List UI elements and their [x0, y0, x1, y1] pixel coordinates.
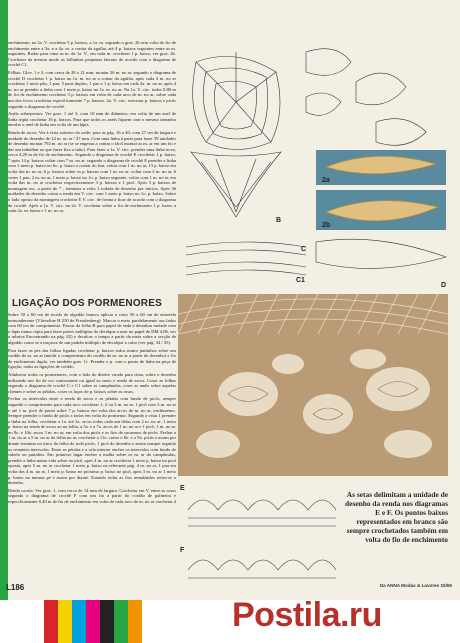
swatch	[58, 600, 72, 643]
crochet-diagrams	[176, 42, 452, 292]
diagram-e	[188, 500, 336, 526]
section-title: LIGAÇÃO DOS PORMENORES	[12, 298, 162, 309]
color-swatches	[44, 600, 142, 643]
lace-photo	[178, 294, 448, 476]
paragraph: enchimento; na 2a. V. crochetar 5 p. baixos, a 1a. m. segundo a grav. 2b sem volta do fio de enchimento entre a 3a. e a 4a. m. a contar da agulha, até 4 p. baixos seguintes entre as m. seguintes. Rodar para cima as m. da 1a. V., em cada m. crochetar 1 p. baixo, ver grav. 2b. Crochetar da mesma modo as folhinhas pequenas laterais de acordo com o diagrama de crochê C1.	[8, 40, 176, 68]
paragraph: Para fazer as pes das folhas ligadas crochetar p. baixos todos muito juntinhos sobre um cordão de m. no ar (medir o comprimento do cordão de m. no ar a partir do desenho) e fio de enchimento duplo, ver também grav. 1c. Prender o p. com o ponto de linha na peça de ligação, todas as ligações de cordão.	[8, 347, 176, 370]
diagram-f	[188, 560, 336, 578]
watermark: Postila.ru	[232, 596, 382, 634]
label-2b: 2b	[322, 222, 331, 229]
leaf-photo-2b	[316, 190, 446, 230]
label-d: D	[441, 282, 447, 289]
green-side-stripe	[0, 0, 8, 643]
label-b: B	[276, 217, 282, 224]
label-e: E	[180, 485, 185, 492]
paragraph: Sobre 50 x 60 cm de tecido de algodão branco aplicar a cetor 50 x 60 cm de entretela termoaderente (Vlieseline H 250 de Freudenberg). Marcar o meio paralelamente aos lados com 60 cm de comprimento. Passar da folha B para papel de seda e desenhar metade com o lápis numa cópia para fazer partes múltiplas do decalque a usar no papel de DM 4,06, ver a rubrica Encontrando na pág. 82) e decalcar o tempo a partir da meia sobre a secção de algodão como se a traçasse de um padrão múltiplo de decalque a calor (ver pág. 34 / 35).	[8, 312, 176, 345]
paragraph: Anéis sobrepostos: Ver grav. 1 até 3, com 10 mm de diâmetro; em volta de um anel de linha tripla crochetar 16 p. baixos. Para que todos os anéis fiquem com o mesmo tamanho enrolar o anel de linha em volta de um lápis.	[8, 111, 176, 128]
chain-diagram-c	[186, 239, 446, 275]
label-2a: 2a	[322, 177, 330, 184]
label-c: C	[301, 246, 307, 253]
instructions-column-2	[8, 312, 176, 507]
instructions-column-1	[8, 40, 176, 216]
paragraph: Renda corola: Ver grav. 1, com cerca de 14 mm de largura. Crochetar em V. entre as rosas segundo o diagrama de crochê F com um fio a partir do cordão de palmeira e especificamente 0,40 m de fio de enchimento em volta de cada arco de m. no ar crochetar 4	[8, 487, 176, 504]
label-c1: C1	[296, 277, 305, 284]
swatch	[44, 600, 58, 643]
lace-photo-drawing	[178, 294, 448, 476]
swatch	[100, 600, 114, 643]
paragraph: Renda de arcos: Ver à vista exterior do xaile; para as pág. 16 a 40, com 27 cm de largura e unidade do desenho de 22 m. no ar / 37 mm. Com uma linha à parte para fazer 39 unidades de desenho montar 792 m. no ar (se se engenar a contar o fácil montar as m. ar em um fio e dar um trabalhar ao que fazer fixo a mão). Para fazer a 1a. V. circ. prender uma linha nova, cerca 4,20 m de fio de enchimento. Segundo o diagrama de crochê E crochetar 1 p. baixo, * após 14 p. baixos voltar com 7 m. no ar, segundo o diagrama de crochê E prender a linha com 1 meio p. baixo no 6o. p. baixo a contar do fim, voltar com 1 m. no ar, 13 p. baixo em volta das m. no ar, 6 p. baixos sobre os p. baixos com 1 m. no ar, voltar com 2 m. no ar, 6 vezes 1 pau, 2 m. no ar, 1 meio p. baixo no 1o. p. baixo seguinte, voltar com 1 m. no ar, em volta das m. no ar crochetar respectivamente 3 p. baixos e 1 picô. Após 3 p. baixos de montagem esc. a partir do * , terminar a volta 1 rodada de desenho por inícios. Após 36 unidades de desenho cortar a renda em V. circ. com 1 meio p. baixo no 1o. p. baixo. Sobre o lado oposto da montagem crochetar E V. circ. de forma a ficar de acordo com o diagrama de crochê. Após a 1a. V. circ. na 2a. V. crochetar sobre o fio de enchimento 1 p. baixo a cada 2a. m. baixo e 1 m. no ar.	[8, 129, 176, 214]
small-diagrams-right	[306, 49, 426, 146]
paragraph: Fechar os intervalos entre a renda de arcos e as pétalas com fundo de picôs, sempre segundo o comprimento para cada arco crochetar 1, 2 ou 3 m. no ar, 1 picô com 3 m. no ar e até 1 m. picô de ponto sobre 7 p. baixos em volta dos arcos de m. no ar, enchimento. Sempre prender o fundo de picôs a todos em volta do pormenor. Segundo a vista 1 prender a linha na folha, crochetar a 1a. até 3a. arcos todos cada um delas com 2 m. no ar, 1 meio p. baixo na renda de arcos ao na folha, a 5a. e a 7a. arcos de 1 m. no ar e 1 picô, 1 m. no ar, no 8o. e 10o. arcos 3 m. no ar, em volta dos picôs e os fios de sacarmos de picôs. Fechar a 1 m. no ar a 5 m. no ar da folha no ar, crochetar a 11o. como o 8o. e o 9o. picôs a assim por diante terminar no tinco da folha do todo picôs, 1 picô do desenho e assim sempre seguido os restantes intervalos. Entre as pétalas e a orla interior encher os intervalos com fundo de cabelo ou patinhos. Em primeiro lugar encher a malha sobre os m. ar do campânulas, prender a linha numa vida sobre no picô, após 4 m. no ar crochetar 1 meio p. baixo no picô oposto, após 5 m. no ar crochetar 1 meio p. baixo na relevante pág. 4 m. no ar, 1 pau em volta das 4 m. no ar, 1 meio p. baixo no próximo p. baixo no picô, após 3 m. no ar 1 meio p. baixo na mesma pé e assim por diante. Estando todas as fios remaldados retira-se o desenho.	[8, 396, 176, 486]
flower-diagram-b	[191, 52, 281, 217]
swatch	[114, 600, 128, 643]
label-f: F	[180, 547, 185, 554]
swatch	[128, 600, 142, 643]
top-band	[8, 0, 460, 38]
leaf-photo-2a	[316, 150, 446, 185]
swatch	[72, 600, 86, 643]
swatch	[86, 600, 100, 643]
edging-diagrams	[178, 480, 338, 600]
paragraph: Folhas: Glov. 1 e 3, com cerca de 28 x 21 mm; montar 26 m. no ar, segundo o diagrama de crochê D crochetar 1 p. baixo na 1a. m. no ar a contar da agulha, após cada 3 m. no ar crochetar 1 meio pão, 1 pau, 5 paus duplos, 1 pau e 1 p. baixo em cada 3a. m. no ar, após 4 m. no ar prender a linha com 1 meio p. baixo na 1a. m. no ar. Na 1a. V. circ. todos 0,80 m de fio de enchimento crochetar 3 p. baixos em volta de cada arco de m. no ar, sobre cada um dos focos crochetar especificamente 7 p. baixos. 2a. V. circ. executar p. baixos e picôs segundo o diagrama de crochê.	[8, 69, 176, 109]
footer-credit: Da ANNA Modas & Lavores 10/06	[379, 583, 452, 588]
paragraph: Alinhavar todos os pormenores, com o lado do direito virado para cima, sobre o desenho utilizando um fio de cor contrastante ou igual ao meio e renda de arcos. Coser as folhas segundo o diagrama de crochê C e C1 sobre as campânulas, coser as anéis sobre aquelas clientes e sobre as pétalas, coser os laços de p. baixos sobre as rosas.	[8, 371, 176, 394]
page-number: L186	[6, 583, 25, 592]
diagram-caption: As setas delimitam a unidade de desenho da renda nos diagramas E e F. Os pontos baixos representados em branco são sempre crochetados também em volta do fio de enchimento	[345, 490, 448, 544]
